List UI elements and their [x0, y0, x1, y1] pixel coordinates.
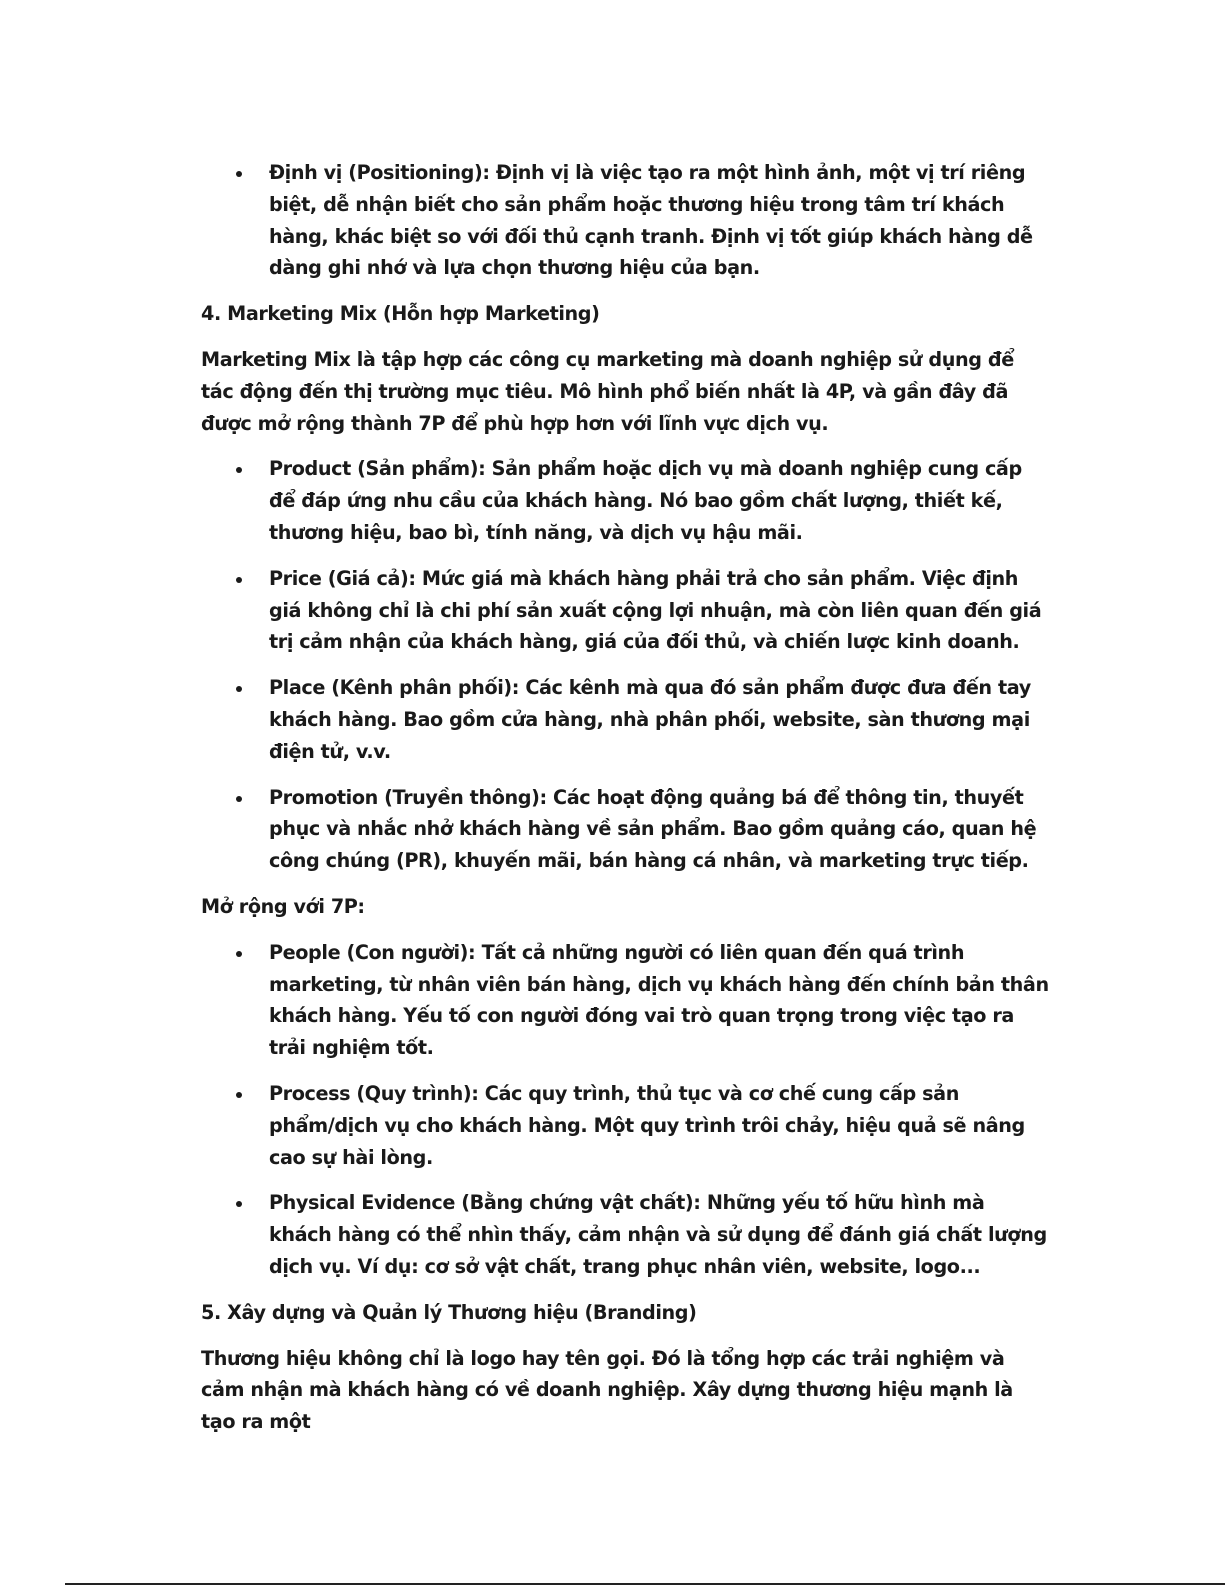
list-item-positioning: Định vị (Positioning): Định vị là việc tạo ra một hình ảnh, một vị trí riêng biệt, dễ nhận biết cho sản phẩm hoặc thương hiệu trong tâm trí khách hàng, khác biệt so với đối thủ cạnh tranh. Định vị tốt giúp khách hàng dễ dàng ghi nhớ và lựa chọn thương hiệu của bạn.: [201, 157, 1051, 284]
list-item-physical-evidence: Physical Evidence (Bằng chứng vật chất): Những yếu tố hữu hình mà khách hàng có thể nhìn thấy, cảm nhận và sử dụng để đánh giá chất lượng dịch vụ. Ví dụ: cơ sở vật chất, trang phục nhân viên, website, logo...: [201, 1187, 1051, 1282]
list-item-product: Product (Sản phẩm): Sản phẩm hoặc dịch vụ mà doanh nghiệp cung cấp để đáp ứng nhu cầu của khách hàng. Nó bao gồm chất lượng, thiết kế, thương hiệu, bao bì, tính năng, và dịch vụ hậu mãi.: [201, 453, 1051, 548]
list-item-process: Process (Quy trình): Các quy trình, thủ tục và cơ chế cung cấp sản phẩm/dịch vụ cho khách hàng. Một quy trình trôi chảy, hiệu quả sẽ nâng cao sự hài lòng.: [201, 1078, 1051, 1173]
document-body: [201, 157, 1051, 1452]
section-5-heading: 5. Xây dựng và Quản lý Thương hiệu (Branding): [201, 1300, 697, 1324]
list-item-promotion: Promotion (Truyền thông): Các hoạt động quảng bá để thông tin, thuyết phục và nhắc nhở khách hàng về sản phẩm. Bao gồm quảng cáo, quan hệ công chúng (PR), khuyến mãi, bán hàng cá nhân, và marketing trực tiếp.: [201, 782, 1051, 877]
section-5-intro: Thương hiệu không chỉ là logo hay tên gọi. Đó là tổng hợp các trải nghiệm và cảm nhận mà khách hàng có về doanh nghiệp. Xây dựng thương hiệu mạnh là tạo ra một: [201, 1346, 1013, 1434]
section-4-heading: 4. Marketing Mix (Hỗn hợp Marketing): [201, 302, 600, 326]
list-item-people: People (Con người): Tất cả những người có liên quan đến quá trình marketing, từ nhân viên bán hàng, dịch vụ khách hàng đến chính bản thân khách hàng. Yếu tố con người đóng vai trò quan trọng trong việc tạo ra trải nghiệm tốt.: [201, 937, 1051, 1064]
list-item-place: Place (Kênh phân phối): Các kênh mà qua đó sản phẩm được đưa đến tay khách hàng. Bao gồm cửa hàng, nhà phân phối, website, sàn thương mại điện tử, v.v.: [201, 672, 1051, 767]
list-item-price: Price (Giá cả): Mức giá mà khách hàng phải trả cho sản phẩm. Việc định giá không chỉ là chi phí sản xuất cộng lợi nhuận, mà còn liên quan đến giá trị cảm nhận của khách hàng, giá của đối thủ, và chiến lược kinh doanh.: [201, 563, 1051, 658]
positioning-list: [201, 157, 1051, 284]
marketing-7p-list: [201, 937, 1051, 1283]
extension-7p-label: Mở rộng với 7P:: [201, 894, 365, 918]
section-4-intro: Marketing Mix là tập hợp các công cụ marketing mà doanh nghiệp sử dụng để tác động đến thị trường mục tiêu. Mô hình phổ biến nhất là 4P, và gần đây đã được mở rộng thành 7P để phù hợp hơn với lĩnh vực dịch vụ.: [201, 347, 1014, 435]
marketing-4p-list: [201, 453, 1051, 877]
